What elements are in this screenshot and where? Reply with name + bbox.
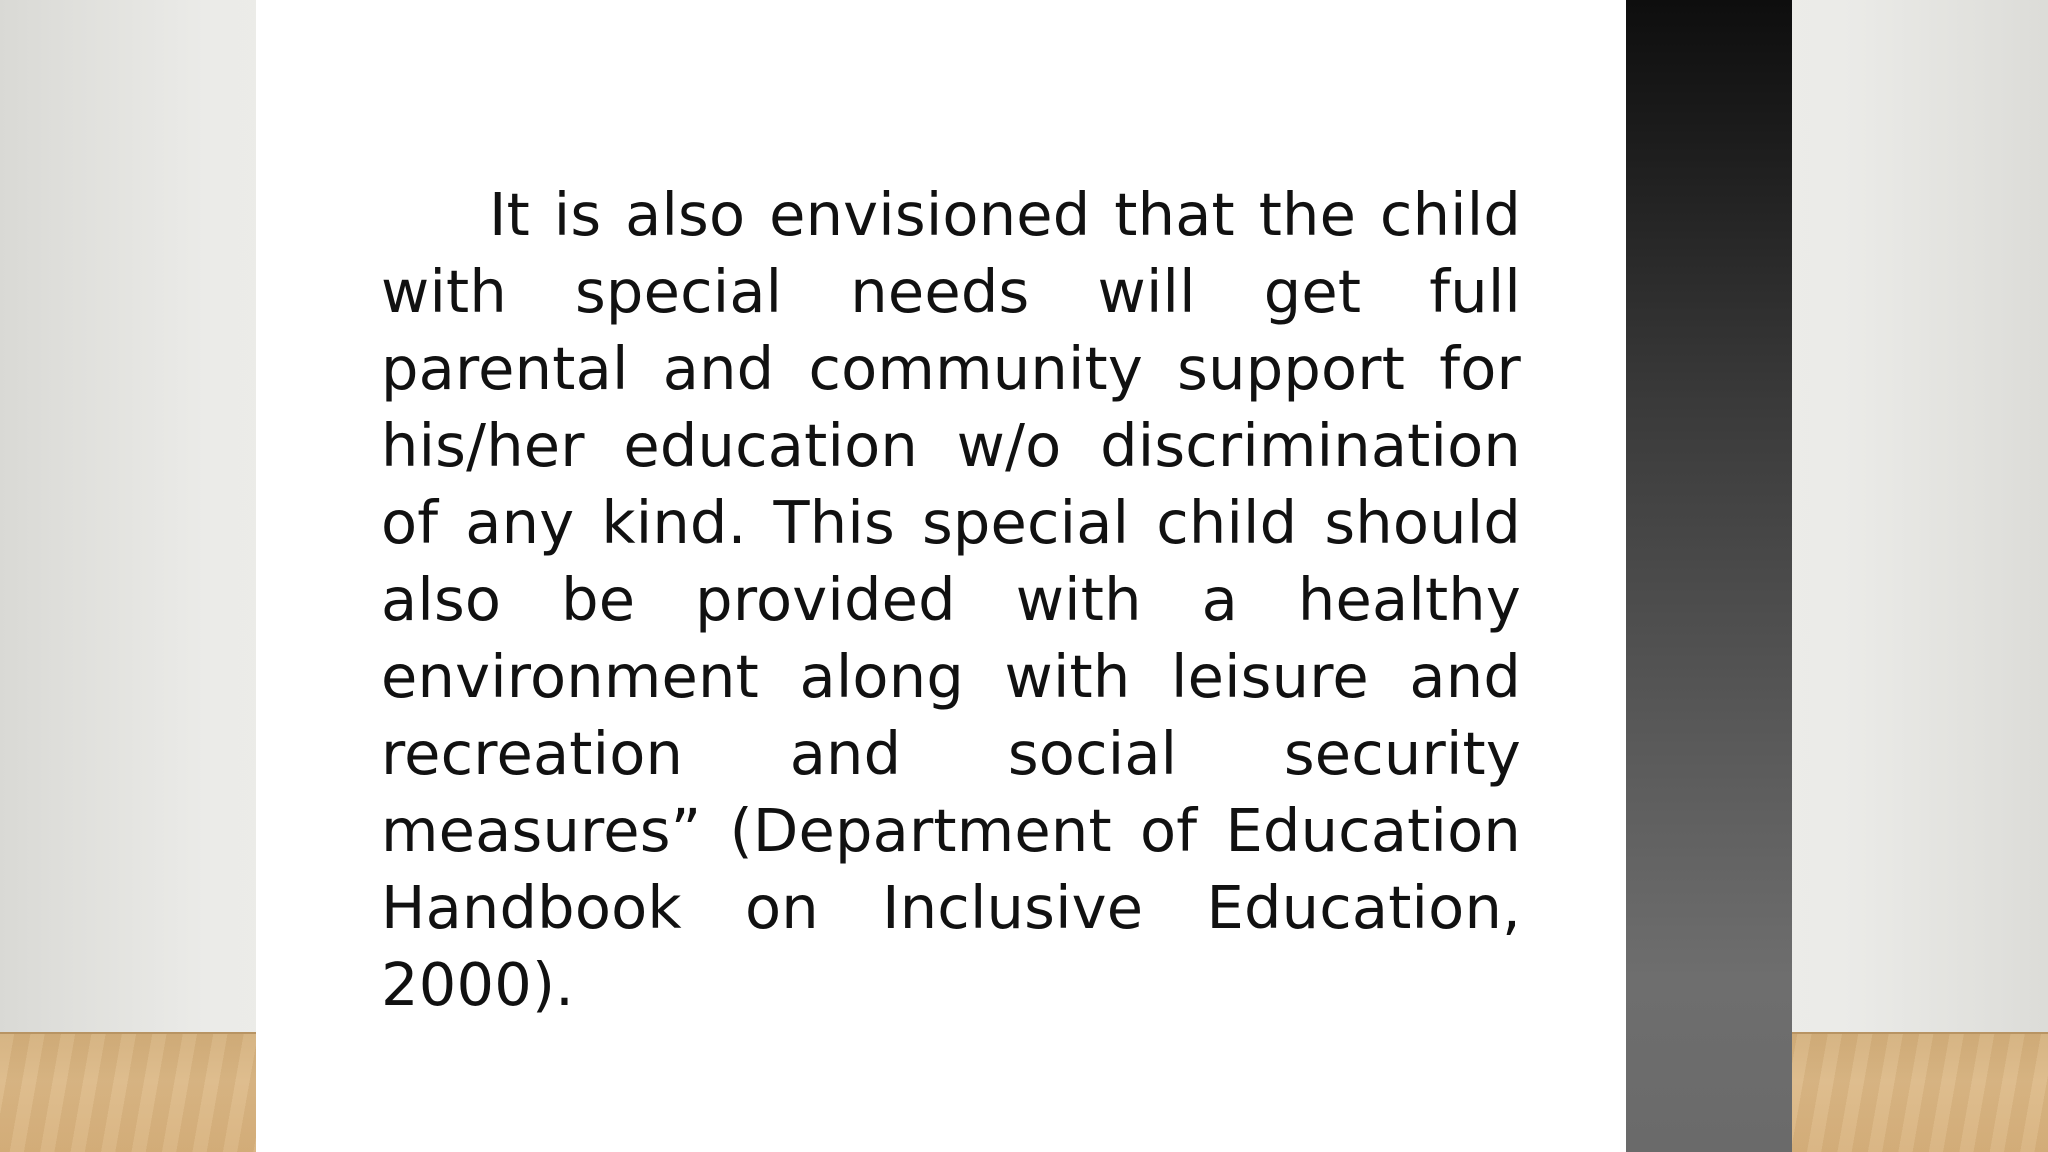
slide-body-text: It is also envisioned that the child with special needs will get full parental and community support for his/her education w/o discrimination of any kind. This special child should also be provided with a healthy environment along with leisure and recreation and social security measures” (Department of Education Handbook on Inclusive Education, 2000). bbox=[381, 180, 1521, 1019]
slide-accent-bar bbox=[1626, 0, 1792, 1152]
